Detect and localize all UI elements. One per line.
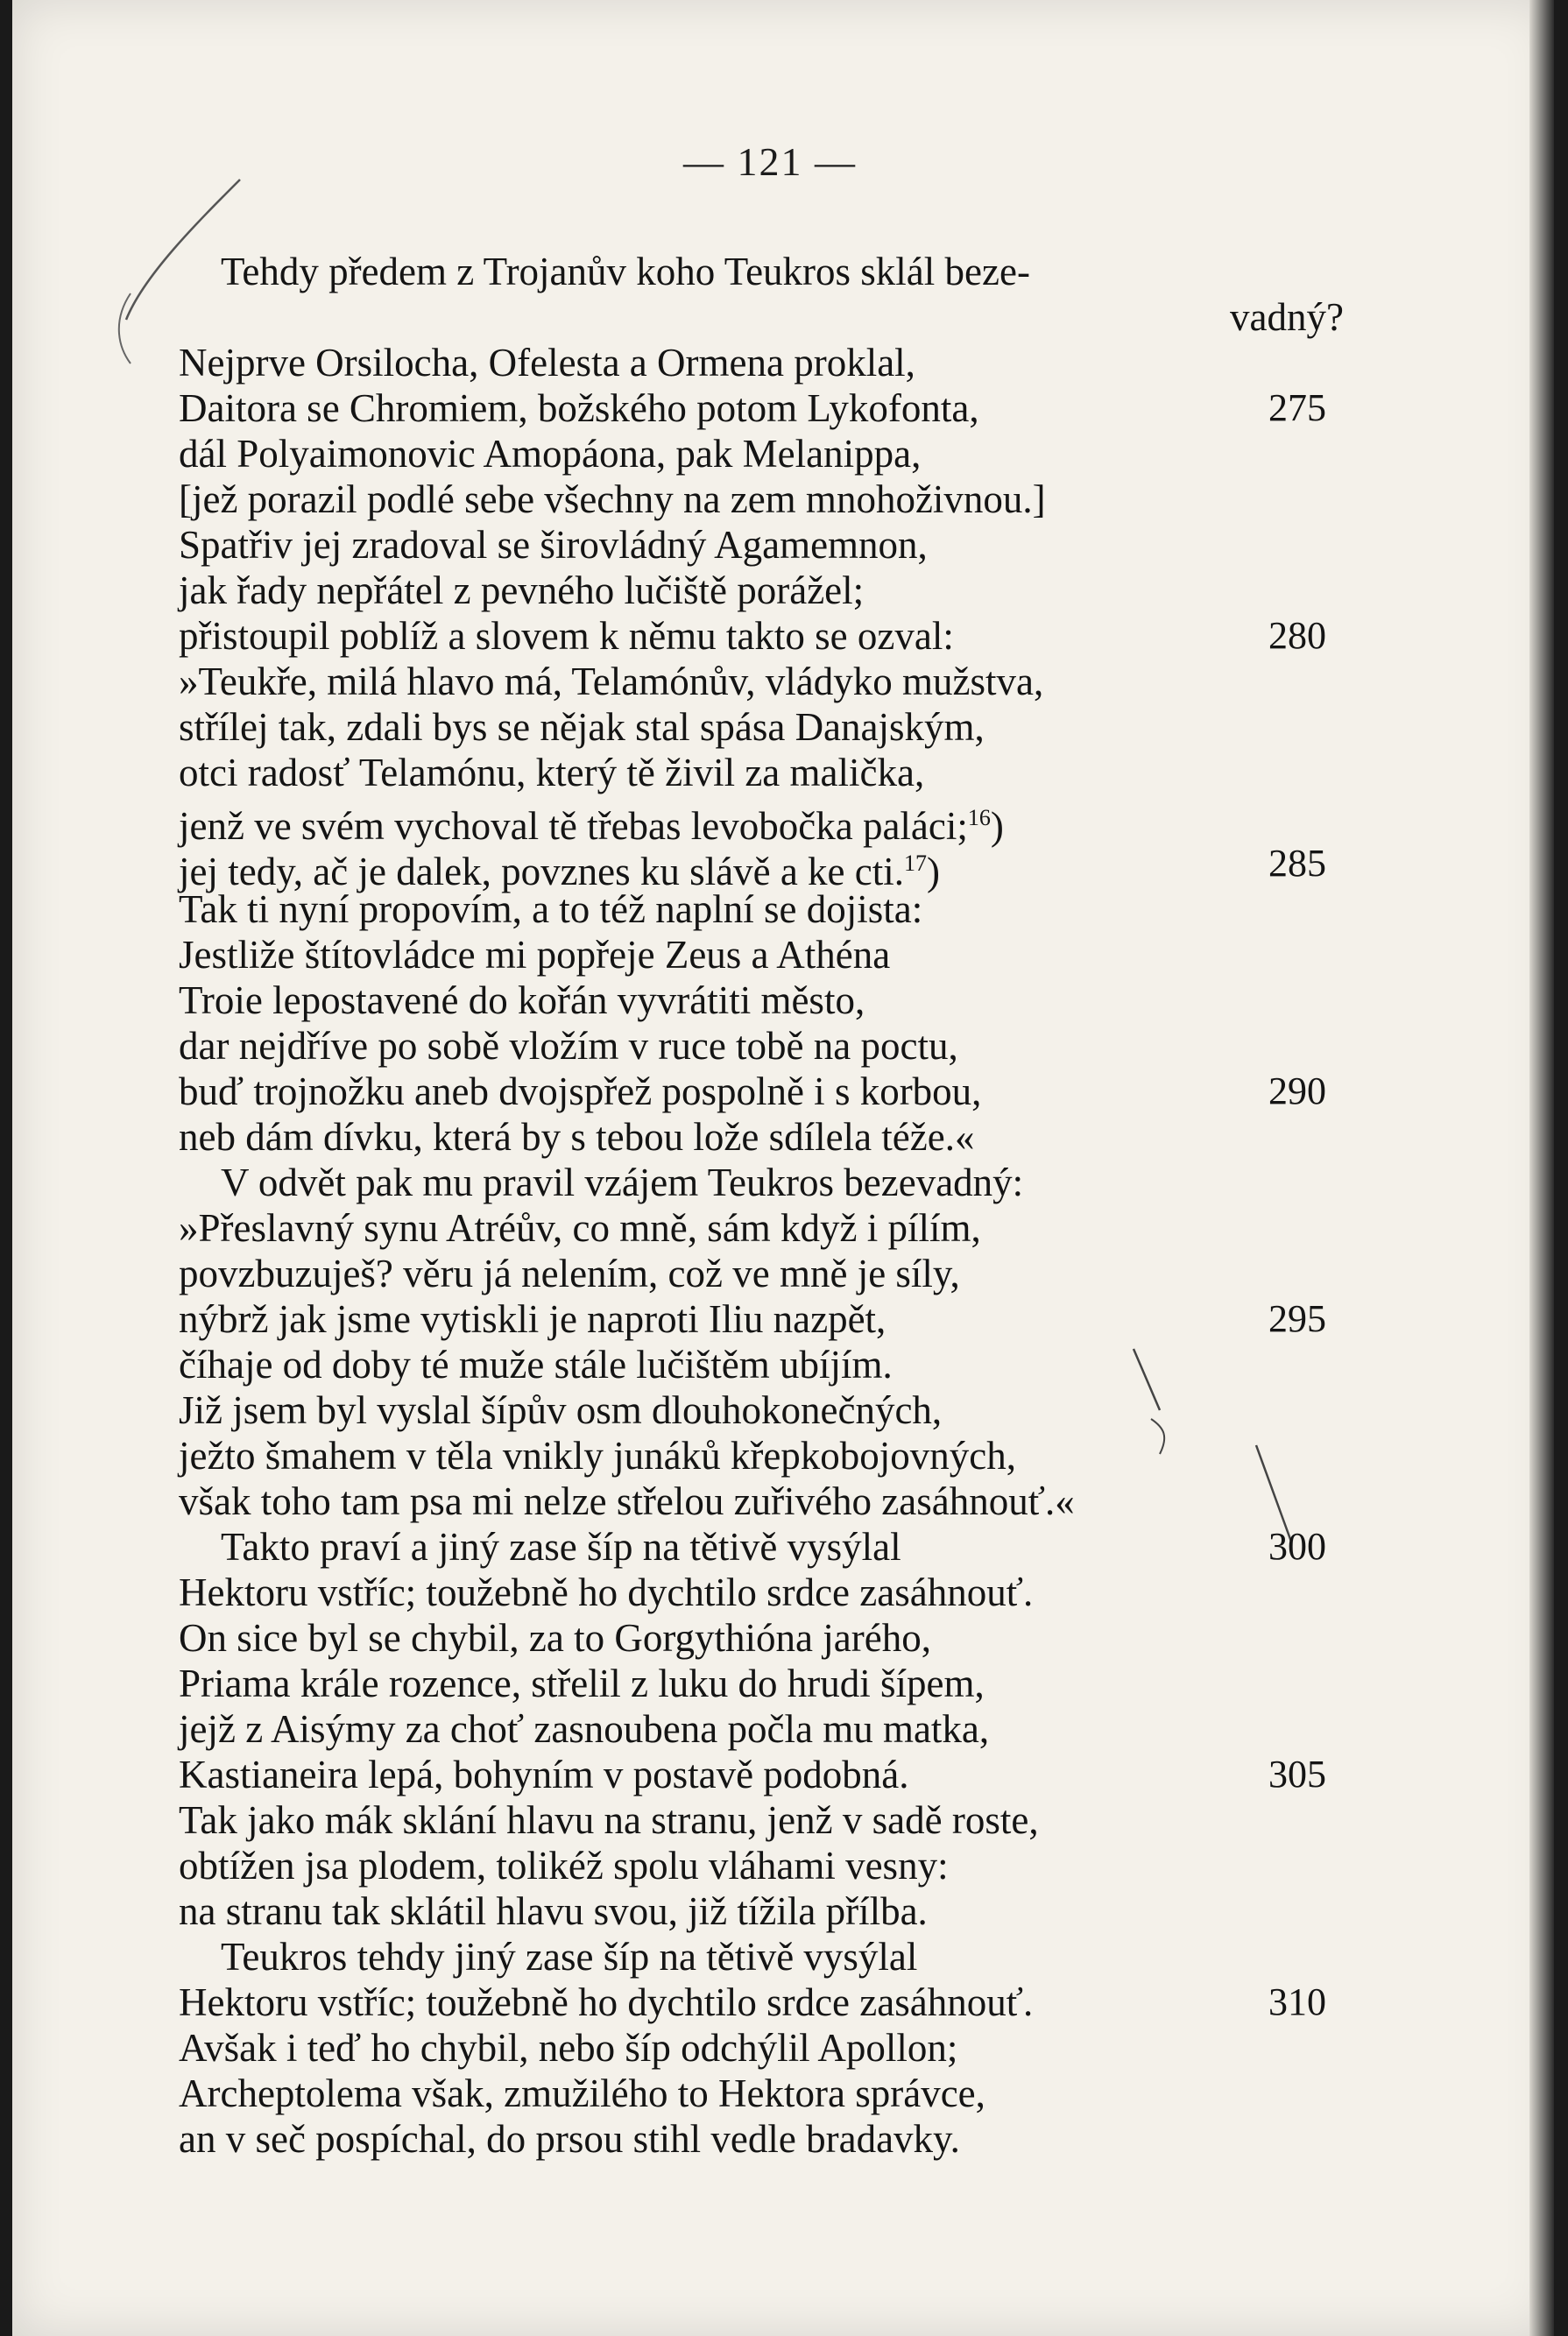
line-number: 310 <box>1268 1980 1326 2023</box>
verse-text: jej tedy, ač je dalek, povznes ku slávě a ke cti.$^{17}$) <box>179 850 940 893</box>
verse-text: an v seč pospíchal, do prsou stihl vedle bradavky. <box>179 2117 960 2161</box>
verse-text: Teukros tehdy jiný zase šíp na tětivě vysýlal <box>221 1935 918 1979</box>
verse-line <box>179 841 1344 893</box>
verse-text: Tak ti nyní propovím, a to též naplní se dojista: <box>179 887 923 931</box>
line-number: 285 <box>1268 842 1326 885</box>
verse-line <box>179 1342 1344 1387</box>
verse-line <box>179 1023 1344 1069</box>
verse-line <box>179 659 1344 704</box>
footnote-ref: 17 <box>904 850 927 876</box>
verse-text: Nejprve Orsilocha, Ofelesta a Ormena proklal, <box>179 341 915 385</box>
verse-text: přistoupil poblíž a slovem k němu takto se ozval: <box>179 614 954 658</box>
verse-text: buď trojnožku aneb dvojspřež pospolně i s korbou, <box>179 1069 982 1113</box>
verse-line <box>179 1980 1344 2025</box>
verse-text: [jež porazil podlé sebe všechny na zem mnohoživnou.] <box>179 477 1046 521</box>
verse-line <box>179 1706 1344 1752</box>
verse-line <box>179 476 1344 522</box>
verse-text: jak řady nepřátel z pevného lučiště porážel; <box>179 568 865 612</box>
line-number: 300 <box>1268 1525 1326 1568</box>
verse-line <box>179 249 1344 294</box>
verse-line <box>179 1661 1344 1706</box>
verse-text: ježto šmahem v těla vnikly junáků křepkobojovných, <box>179 1434 1017 1478</box>
verse-text: číhaje od doby té muže stále lučištěm ubíjím. <box>179 1343 893 1387</box>
verse-text: Daitora se Chromiem, božského potom Lykofonta, <box>179 386 979 430</box>
verse-line <box>179 795 1344 848</box>
verse-line <box>179 1069 1344 1114</box>
verse-text: Kastianeira lepá, bohyním v postavě podobná. <box>179 1753 909 1796</box>
verse-line <box>179 1934 1344 1980</box>
verse-line <box>179 340 1344 385</box>
verse-text: V odvět pak mu pravil vzájem Teukros bezevadný: <box>221 1161 1024 1204</box>
footnote-ref: 16 <box>967 805 991 830</box>
verse-line <box>179 1797 1344 1843</box>
verse-text: povzbuzuješ? věru já nelením, což ve mně je síly, <box>179 1252 960 1295</box>
verse-text: dar nejdříve po sobě vložím v ruce tobě na poctu, <box>179 1024 958 1068</box>
verse-text: otci radosť Telamónu, který tě živil za malička, <box>179 751 925 794</box>
verse-text: Archeptolema však, zmužilého to Hektora správce, <box>179 2071 985 2115</box>
verse-line <box>179 932 1344 977</box>
verse-block <box>179 249 1344 2162</box>
verse-line <box>179 522 1344 568</box>
verse-line <box>179 704 1344 750</box>
verse-text: Tak jako mák sklání hlavu na stranu, jenž v sadě roste, <box>179 1798 1039 1842</box>
verse-line <box>179 750 1344 795</box>
line-number: 275 <box>1268 386 1326 429</box>
verse-text: vadný? <box>1230 295 1344 339</box>
verse-text: Již jsem byl vyslal šípův osm dlouhokonečných, <box>179 1388 943 1432</box>
footnote-paren: ) <box>927 850 940 893</box>
verse-text: neb dám dívku, která by s tebou lože sdílela téže.« <box>179 1115 975 1159</box>
line-number: 295 <box>1268 1297 1326 1340</box>
page-edge-shadow <box>1529 0 1554 2336</box>
verse-line <box>179 886 1344 932</box>
line-number: 305 <box>1268 1753 1326 1796</box>
verse-line <box>179 613 1344 659</box>
verse-line <box>179 1114 1344 1160</box>
verse-text: nýbrž jak jsme vytiskli je naproti Iliu nazpět, <box>179 1297 886 1341</box>
verse-line <box>179 568 1344 613</box>
verse-line <box>179 1524 1344 1570</box>
verse-line <box>179 1205 1344 1251</box>
verse-text: na stranu tak sklátil hlavu svou, již tížila přílba. <box>179 1889 928 1933</box>
verse-text: však toho tam psa mi nelze střelou zuřivého zasáhnouť.« <box>179 1479 1075 1523</box>
verse-text: On sice byl se chybil, za to Gorgythióna jarého, <box>179 1616 931 1660</box>
verse-line <box>179 1387 1344 1433</box>
verse-text: Avšak i teď ho chybil, nebo šíp odchýlil Apollon; <box>179 2026 958 2070</box>
verse-text: dál Polyaimonovic Amopáona, pak Melanippa, <box>179 432 922 476</box>
verse-line <box>179 1251 1344 1296</box>
verse-text: »Přeslavný synu Atréův, co mně, sám když i pílím, <box>179 1206 981 1250</box>
verse-line <box>179 385 1344 431</box>
verse-line <box>179 1160 1344 1205</box>
verse-line <box>179 1433 1344 1479</box>
verse-text: Tehdy předem z Trojanův koho Teukros sklál beze- <box>221 250 1030 293</box>
verse-line <box>179 294 1344 340</box>
verse-line <box>179 1570 1344 1615</box>
line-number: 280 <box>1268 614 1326 657</box>
verse-text: jejž z Aisýmy za choť zasnoubena počla mu matka, <box>179 1707 990 1751</box>
verse-line <box>179 2071 1344 2116</box>
verse-line <box>179 977 1344 1023</box>
verse-text: obtížen jsa plodem, tolikéž spolu vláhami vesny: <box>179 1844 949 1888</box>
verse-text: Hektoru vstříc; toužebně ho dychtilo srdce zasáhnouť. <box>179 1570 1034 1614</box>
verse-line <box>179 1752 1344 1797</box>
verse-text: Hektoru vstříc; toužebně ho dychtilo srdce zasáhnouť. <box>179 1980 1034 2024</box>
verse-text: Priama krále rozence, střelil z luku do hrudi šípem, <box>179 1662 985 1705</box>
verse-text: střílej tak, zdali bys se nějak stal spása Danajským, <box>179 705 985 749</box>
footnote-paren: ) <box>990 804 1004 848</box>
verse-text: Jestliže štítovládce mi popřeje Zeus a Athéna <box>179 933 891 977</box>
verse-line <box>179 1888 1344 1934</box>
verse-line <box>179 431 1344 476</box>
verse-line <box>179 1615 1344 1661</box>
verse-text: Takto praví a jiný zase šíp na tětivě vysýlal <box>221 1525 901 1569</box>
verse-line <box>179 2116 1344 2162</box>
verse-text: jenž ve svém vychoval tě třebas levobočka paláci;$^{16}$) <box>179 804 1004 848</box>
verse-line <box>179 2025 1344 2071</box>
verse-line <box>179 1843 1344 1888</box>
verse-text: Spatřiv jej zradoval se širovládný Agamemnon, <box>179 523 928 567</box>
page-number: — 121 — <box>683 139 857 184</box>
verse-line <box>179 1296 1344 1342</box>
verse-text: »Teukře, milá hlavo má, Telamónův, vládyko mužstva, <box>179 660 1044 703</box>
line-number: 290 <box>1268 1069 1326 1112</box>
book-page <box>12 0 1554 2336</box>
verse-line <box>179 1479 1344 1524</box>
verse-text: Troie lepostavené do kořán vyvrátiti město, <box>179 978 865 1022</box>
